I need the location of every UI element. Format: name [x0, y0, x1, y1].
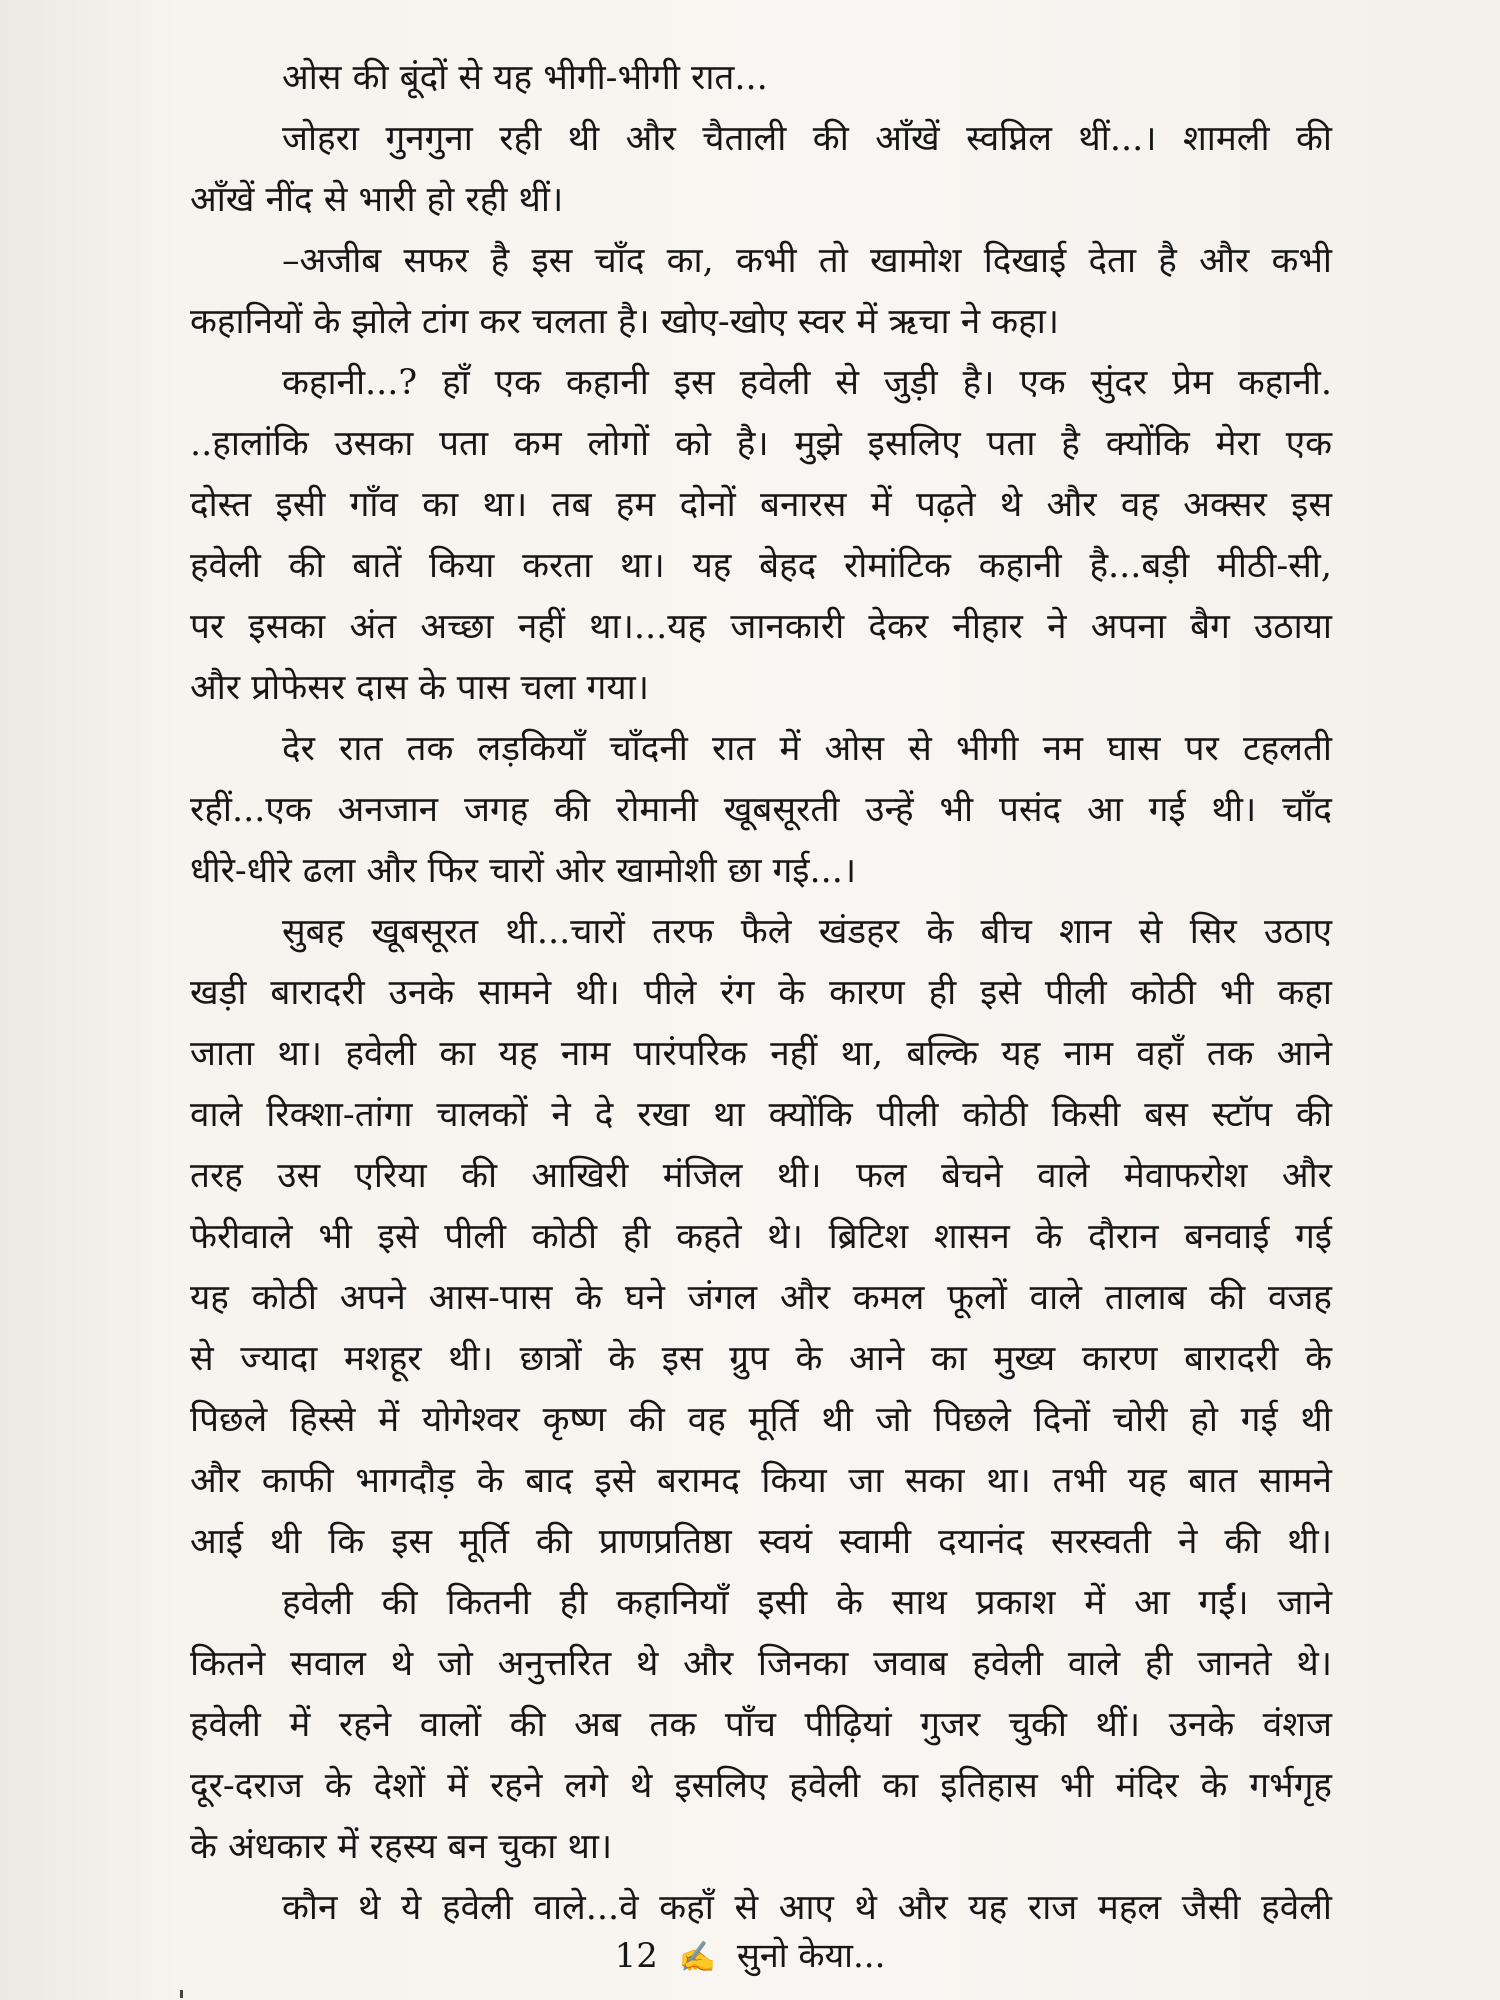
text-line: दोस्त इसी गाँव का था। तब हम दोनों बनारस में पढ़ते थे और वह अक्सर इस — [190, 485, 1332, 525]
text-line: फेरीवाले भी इसे पीली कोठी ही कहते थे। ब्रिटिश शासन के दौरान बनवाई गई — [190, 1217, 1332, 1257]
text-line: –अजीब सफर है इस चाँद का, कभी तो खामोश दिखाई देता है और कभी — [282, 241, 1332, 281]
text-line: और प्रोफेसर दास के पास चला गया। — [190, 668, 649, 708]
text-line: से ज्यादा मशहूर थी। छात्रों के इस ग्रुप के आने का मुख्य कारण बारादरी के — [190, 1339, 1332, 1379]
text-line: हवेली की बातें किया करता था। यह बेहद रोमांटिक कहानी है...बड़ी मीठी-सी, — [190, 546, 1332, 586]
text-line: यह कोठी अपने आस-पास के घने जंगल और कमल फूलों वाले तालाब की वजह — [190, 1278, 1332, 1318]
margin-mark — [180, 1990, 183, 1998]
text-line: हवेली में रहने वालों की अब तक पाँच पीढ़ियां गुजर चुकी थीं। उनके वंशज — [190, 1705, 1332, 1745]
text-line: सुबह खूबसूरत थी...चारों तरफ फैले खंडहर के बीच शान से सिर उठाए — [282, 912, 1332, 952]
text-line: और काफी भागदौड़ के बाद इसे बरामद किया जा सका था। तभी यह बात सामने — [190, 1461, 1332, 1501]
text-line: आँखें नींद से भारी हो रही थीं। — [190, 180, 564, 220]
text-line: रहीं...एक अनजान जगह की रोमानी खूबसूरती उन्हें भी पसंद आ गई थी। चाँद — [190, 790, 1332, 830]
page-number: 12 — [614, 1936, 658, 1976]
page-footer — [0, 1936, 1500, 1978]
text-line: तरह उस एरिया की आखिरी मंजिल थी। फल बेचने वाले मेवाफरोश और — [190, 1156, 1332, 1196]
text-line: जोहरा गुनगुना रही थी और चैताली की आँखें स्वप्निल थीं...। शामली की — [282, 119, 1332, 159]
text-line: ओस की बूंदों से यह भीगी-भीगी रात... — [282, 58, 768, 98]
text-line: वाले रिक्शा-तांगा चालकों ने दे रखा था क्योंकि पीली कोठी किसी बस स्टॉप की — [190, 1095, 1332, 1135]
text-line: कौन थे ये हवेली वाले...वे कहाँ से आए थे और यह राज महल जैसी हवेली — [282, 1888, 1332, 1928]
text-line: के अंधकार में रहस्य बन चुका था। — [190, 1827, 613, 1867]
text-line: दूर-दराज के देशों में रहने लगे थे इसलिए हवेली का इतिहास भी मंदिर के गर्भगृह — [190, 1766, 1332, 1806]
text-line: जाता था। हवेली का यह नाम पारंपरिक नहीं था, बल्कि यह नाम वहाँ तक आने — [190, 1034, 1332, 1074]
text-line: कहानियों के झोले टांग कर चलता है। खोए-खोए स्वर में ऋचा ने कहा। — [190, 302, 1060, 342]
pen-icon: ✍ — [678, 1940, 717, 1975]
text-line: धीरे-धीरे ढला और फिर चारों ओर खामोशी छा गई...। — [190, 851, 857, 891]
text-line: पिछले हिस्से में योगेश्वर कृष्ण की वह मूर्ति थी जो पिछले दिनों चोरी हो गई थी — [190, 1400, 1332, 1440]
text-line: देर रात तक लड़कियाँ चाँदनी रात में ओस से भीगी नम घास पर टहलती — [282, 729, 1332, 769]
body-text — [190, 48, 1332, 1939]
text-line: ..हालांकि उसका पता कम लोगों को है। मुझे इसलिए पता है क्योंकि मेरा एक — [190, 424, 1332, 464]
text-line: कहानी...? हाँ एक कहानी इस हवेली से जुड़ी है। एक सुंदर प्रेम कहानी. — [282, 363, 1332, 403]
text-line: आई थी कि इस मूर्ति की प्राणप्रतिष्ठा स्वयं स्वामी दयानंद सरस्वती ने की थी। — [190, 1522, 1332, 1562]
text-line: खड़ी बारादरी उनके सामने थी। पीले रंग के कारण ही इसे पीली कोठी भी कहा — [190, 973, 1332, 1013]
text-line: कितने सवाल थे जो अनुत्तरित थे और जिनका जवाब हवेली वाले ही जानते थे। — [190, 1644, 1332, 1684]
text-line: हवेली की कितनी ही कहानियाँ इसी के साथ प्रकाश में आ गईं। जाने — [282, 1583, 1332, 1623]
text-line: पर इसका अंत अच्छा नहीं था।...यह जानकारी देकर नीहार ने अपना बैग उठाया — [190, 607, 1332, 647]
book-title: सुनो केया... — [736, 1936, 886, 1976]
